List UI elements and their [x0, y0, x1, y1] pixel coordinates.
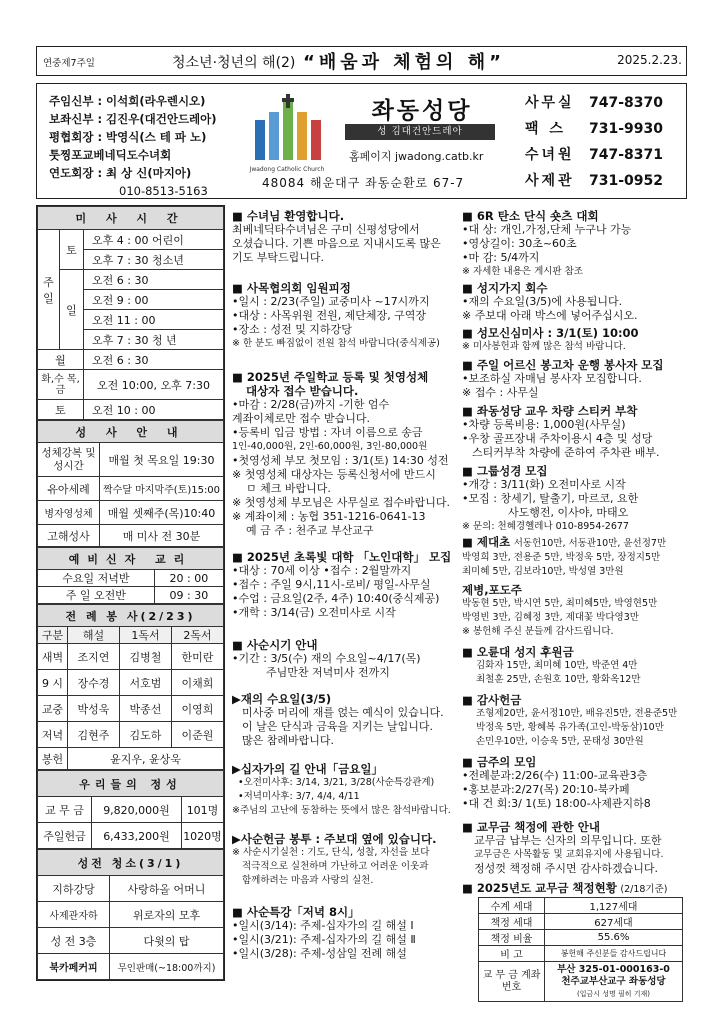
- jeong-title: 우리들의 정성: [38, 771, 224, 797]
- serve-cell: 서호범: [120, 670, 172, 696]
- jeong-count: 101명: [182, 797, 224, 823]
- serve-cell: 한미란: [172, 644, 224, 670]
- mass-row: 오전 10 : 00: [84, 400, 224, 420]
- serve-cell: 9 시: [38, 670, 68, 696]
- year-theme: 청소년·청년의 해(2): [172, 55, 296, 71]
- notice-palm-return: [462, 281, 637, 323]
- sacr-value: 매월 셋째주(목)10:40: [100, 501, 224, 525]
- notice-line: 1인-40,000원, 2인-60,000원, 3인-80,000원: [232, 441, 428, 452]
- notice-heading: ■ 오륜대 성지 후원금: [462, 645, 574, 659]
- serve-cell: 박종선: [120, 696, 172, 722]
- notice-line: •접수 : 주일 9시,11시-로비/ 평일-사무실: [232, 578, 431, 591]
- contact-convent: 수녀원 747-8371: [525, 147, 663, 163]
- sacr-key: 성체강복 및성시간: [38, 443, 100, 477]
- prep-key: 주 일 오전반: [38, 587, 155, 604]
- notice-hosts-wine: [462, 583, 657, 639]
- clean-key: 북카페커피: [38, 954, 110, 980]
- catechumen-table: [37, 547, 224, 604]
- staff-phone: 010-8513-5163: [119, 184, 208, 198]
- contact-list: [525, 90, 663, 194]
- serve-head: 해설: [68, 627, 120, 644]
- notice-lent: [232, 638, 421, 680]
- notice-line: ※ 미사봉헌과 함께 많은 참석 바랍니다.: [462, 341, 626, 352]
- account-holder: 천주교부산교구 좌동성당: [561, 975, 666, 987]
- notice-line: 계좌이체로만 접수 받습니다.: [232, 412, 371, 425]
- notice-line: 스티커부착 차량에 준하여 주차관 배부.: [472, 446, 660, 459]
- notice-heading: ▶사순헌금 봉투 : 주보대 옆에 있습니다.: [232, 832, 437, 846]
- middle-column: [228, 205, 456, 975]
- sacr-key: 고해성사: [38, 525, 100, 547]
- notice-bible-group: [462, 464, 638, 534]
- notice-thanks-offering: [462, 693, 677, 749]
- tithe-value: 627세대: [545, 914, 683, 930]
- notice-van-volunteer: [462, 358, 664, 400]
- clean-value: 위로자의 모후: [110, 902, 224, 928]
- prep-key: 수요일 저녁반: [38, 570, 155, 587]
- notice-line: •일시(3/28): 주제-성삼일 전례 해설: [232, 947, 407, 960]
- notice-sister-welcome: [232, 209, 441, 265]
- mon-label: 월: [38, 350, 84, 370]
- notice-heading: ■ 6R 탄소 단식 숏츠 대회: [462, 209, 599, 223]
- notice-heading: ■ 성지가지 회수: [462, 281, 548, 295]
- serve-cell: 김병철: [120, 644, 172, 670]
- notice-marian-mass: [462, 326, 639, 354]
- sat-weekday-label: 토: [38, 400, 84, 420]
- notice-line: 서동헌10만, 서동관10만, 윤선정7만: [513, 538, 667, 549]
- serve-cell: 박성욱: [68, 696, 120, 722]
- notice-line: 미사중 머리에 재를 얹는 예식이 있습니다.: [242, 706, 444, 719]
- notice-line: •재의 수요일(3/5)에 사용됩니다.: [462, 295, 623, 308]
- notice-heading: ■ 사목협의회 임원피정: [232, 281, 351, 295]
- serve-head: 구분: [38, 627, 68, 644]
- sacr-title: 성 사 안 내: [38, 421, 224, 443]
- notice-line: •기간 : 3/5(수) 재의 수요일~4/17(목): [232, 652, 421, 665]
- notice-line: ※ 문의: 천혜경헬레나 010-8954-2677: [462, 521, 629, 532]
- notice-heading: ■ 감사헌금: [462, 693, 522, 707]
- sacr-value: 짝수달 마지막주(토)15:00: [100, 477, 224, 501]
- notice-lent-lecture: [232, 905, 416, 961]
- notice-line: •대 상: 개인,가정,단체 누구나 가능: [462, 223, 632, 236]
- notice-line: 박영빈 3만, 김혜정 3만, 제대꽃 박다영3만: [462, 612, 639, 623]
- notice-line: ※ 계좌이체 : 농협 351-1216-0641-13: [232, 510, 426, 523]
- sun-label: 일: [60, 270, 84, 350]
- jeong-key: 교 무 금: [38, 797, 92, 823]
- notice-line: ※ 봉헌해 주신 분들께 감사드립니다.: [462, 626, 614, 637]
- notice-stations: [232, 762, 451, 818]
- account-note: (입금시 성명 필히 기재): [577, 989, 650, 998]
- notice-line: •차량 등록비용: 1,000원(사무실): [462, 418, 626, 431]
- notice-heading: ■ 교무금 책정에 관한 안내: [462, 820, 600, 834]
- notice-heading: ■ 성모신심미사 : 3/1(토) 10:00: [462, 326, 639, 340]
- notice-line: •개학 : 3/14(금) 오전미사로 시작: [232, 606, 396, 619]
- contact-rectory: 사제관 731-0952: [525, 173, 663, 189]
- left-column: [36, 205, 225, 981]
- notice-line: 이 날은 단식과 금육을 지키는 날입니다.: [242, 720, 433, 733]
- serve-cell: 이영희: [172, 696, 224, 722]
- notice-line: •모집 : 창세기, 탈출기, 마르코, 요한: [462, 492, 639, 505]
- notice-line: 교무금은 사목활동 및 교회유지에 사용됩니다.: [474, 849, 664, 860]
- serve-cell: 장수경: [68, 670, 120, 696]
- serve-cell: 김도하: [120, 722, 172, 748]
- notice-line: •수업 : 금요일(2주, 4주) 10:40(중식제공): [232, 592, 440, 605]
- notice-line: •일시 : 2/23(주일) 교중미사 ~17시까지: [232, 295, 430, 308]
- bulletin-date: 2025.2.23.: [617, 53, 682, 67]
- liturgical-week: 연중제7주일: [43, 58, 95, 69]
- church-homepage: 홈페이지 jwadong.catb.kr: [349, 150, 484, 163]
- staff-sisters: 툿찡포교베네딕도수녀회: [49, 148, 172, 162]
- clean-key: 지하강당: [38, 876, 110, 902]
- staff-yeondo: 연도회장 : 최 상 신(마지아): [49, 166, 192, 180]
- notice-line: •개강 : 3/11(화) 오전미사로 시작: [462, 478, 626, 491]
- notice-line: •마감 : 2/28(금)까지 -기한 엄수: [232, 398, 390, 411]
- staff-council: 평협회장 : 박영식(스 테 파 노): [49, 130, 207, 144]
- sacr-key: 유아세례: [38, 477, 100, 501]
- tithe-account-label: 교 무 금 계좌번호: [479, 962, 545, 1002]
- notice-line: •일시(3/14): 주제-십자가의 길 해설 Ⅰ: [232, 919, 414, 932]
- serve-title: 전 례 봉 사(2/23): [38, 605, 224, 627]
- notice-heading: ■ 사순시기 안내: [232, 638, 318, 652]
- notice-retreat: [232, 281, 440, 351]
- notice-line: 조형제20만, 윤서정10만, 배유진5만, 전용준5만: [476, 708, 678, 719]
- notice-line: •전례분과:2/26(수) 11:00-교육관3층: [462, 769, 648, 782]
- serve-cell: 교중: [38, 696, 68, 722]
- serve-offer-value: 윤지우, 윤상욱: [68, 748, 224, 770]
- notice-line: 기도 부탁드립니다.: [232, 251, 325, 264]
- notice-line: 김화자 15만, 최미혜 10만, 박준연 4만: [476, 660, 638, 671]
- notice-line: 박영희 3만, 전용준 5만, 박정욱 5만, 장정지5만: [462, 552, 661, 563]
- sat-label: 토: [60, 230, 84, 270]
- cleaning-table: [37, 849, 224, 980]
- serve-cell: 저녁: [38, 722, 68, 748]
- clean-title: 성전 청소(3/1): [38, 850, 224, 876]
- notice-line: 함께하려는 마음과 사랑의 실천.: [242, 875, 374, 886]
- clean-value: 사랑하올 어머니: [110, 876, 224, 902]
- notice-tithe-guide: [462, 820, 663, 876]
- tithe-key: 책정 세대: [479, 914, 545, 930]
- mass-row: 오전 11 : 00: [84, 310, 224, 330]
- notice-line: ※주님의 고난에 동참하는 뜻에서 많은 참석바랍니다.: [232, 805, 451, 816]
- notice-oryundae: [462, 645, 641, 687]
- notice-line: 박동현 5만, 박시연 5만, 최미혜5만, 박영현5만: [462, 598, 658, 609]
- notice-line: ※ 주보대 아래 박스에 넣어주십시오.: [462, 309, 638, 322]
- notice-line: 주님만찬 저녁미사 전까지: [266, 666, 390, 679]
- notice-line: 많은 참례바랍니다.: [242, 734, 335, 747]
- tithe-key: 수계 세대: [479, 898, 545, 914]
- notice-heading: ■ 제대초: [462, 535, 511, 549]
- church-header: [36, 83, 687, 199]
- notice-line: •첫영성체 부모 첫모임 : 3/1(토) 14:30 성전: [232, 454, 449, 467]
- serve-head: 2독서: [172, 627, 224, 644]
- church-logo-icon: [247, 92, 327, 166]
- notice-lent-envelope: [232, 832, 436, 888]
- tithe-account: [545, 962, 683, 1002]
- serve-head: 1독서: [120, 627, 172, 644]
- serve-cell: 이준원: [172, 722, 224, 748]
- tithe-value: 1,127세대: [545, 898, 683, 914]
- logo-caption: Jwadong Catholic Church: [249, 166, 325, 173]
- notice-altar-candles: [462, 535, 666, 579]
- prep-value: 09 : 30: [154, 587, 223, 604]
- sacr-key: 병자영성체: [38, 501, 100, 525]
- notice-heading: ■ 그룹성경 모집: [462, 464, 548, 478]
- notice-heading: 제병,포도주: [462, 583, 522, 597]
- notice-line: •등록비 입금 방법 : 자녀 이름으로 송금: [232, 426, 423, 439]
- prep-title: 예비신자 교리: [38, 548, 224, 570]
- notice-line: 최미혜 5만, 김보라10만, 박성열 3만원: [462, 566, 624, 577]
- serve-offer-label: 봉헌: [38, 748, 68, 770]
- jooil-label: 주일: [38, 230, 60, 350]
- notice-heading: ▶재의 수요일(3/5): [232, 692, 332, 706]
- notice-line: 교무금 납부는 신자의 의무입니다. 또한: [474, 834, 662, 847]
- notice-heading: ■ 금주의 모임: [462, 755, 537, 769]
- tithe-status-title: [462, 881, 667, 897]
- top-bar: [36, 46, 687, 76]
- mass-row: 오후 4 : 00 어린이: [84, 230, 224, 250]
- notice-line: •대상 : 사목위원 전원, 제단체장, 구역장: [232, 309, 427, 322]
- staff-list: [49, 92, 217, 200]
- clean-value: 무인판매(~18:00까지): [110, 954, 224, 980]
- notice-heading: ▶십자가의 길 안내「금요일」: [232, 762, 383, 776]
- notice-line: 정성껏 책정해 주시면 감사하겠습니다.: [474, 862, 659, 875]
- year-slogan: “배움과 체험의 해”: [303, 52, 505, 73]
- mass-row: 오전 6 : 30: [84, 350, 224, 370]
- contact-fax: 팩 스 731-9930: [525, 121, 663, 137]
- jeong-value: 9,820,000원: [92, 797, 182, 823]
- notice-heading: ■ 주일 어르신 봉고차 운행 봉사자 모집: [462, 358, 664, 372]
- notice-heading: ■ 2025년 주일학교 등록 및 첫영성체: [232, 370, 429, 384]
- mass-row: 오후 7 : 30 청 년: [84, 330, 224, 350]
- serve-cell: 이채희: [172, 670, 224, 696]
- notice-car-sticker: [462, 404, 660, 460]
- notice-line: 사도행전, 이사야, 마태오: [508, 506, 629, 519]
- notice-line: 박정욱 5만, 황혜복 유가족(고인-박동삼)10만: [476, 722, 664, 733]
- clean-key: 성 전 3층: [38, 928, 110, 954]
- notice-line: ※ 첫영성체 부모님은 사무실로 접수바랍니다.: [232, 496, 450, 509]
- notice-line: ㅁ 체크 바랍니다.: [246, 482, 331, 495]
- sacrament-table: [37, 420, 224, 547]
- notice-line: •저녁미사후: 3/7, 4/4, 4/11: [238, 791, 360, 802]
- jeong-value: 6,433,200원: [92, 823, 182, 849]
- notice-meetings: [462, 755, 651, 811]
- notice-line: ※ 접수 : 사무실: [462, 386, 539, 399]
- clean-value: 다윗의 탑: [110, 928, 224, 954]
- notice-line: •홍보분과:2/27(목) 20:10-북카페: [462, 783, 630, 796]
- notice-line: 손민우10만, 이승욱 5만, 문태성 30만원: [476, 736, 644, 747]
- notice-heading: ■ 수녀님 환영합니다.: [232, 209, 345, 223]
- jeong-count: 1020명: [182, 823, 224, 849]
- church-address: 48084 해운대구 좌동순환로 67-7: [262, 176, 465, 190]
- church-name: 좌동성당: [371, 98, 473, 124]
- tithe-key: 비 고: [479, 946, 545, 962]
- mass-schedule-table: [37, 206, 224, 420]
- tithe-value: 봉헌해 주신분들 감사드립니다: [545, 946, 683, 962]
- notice-line: •대 건 회:3/ 1(토) 18:00-사제관지하8: [462, 797, 651, 810]
- liturgy-service-table: [37, 604, 224, 770]
- notice-line: 오셨습니다. 기쁜 마음으로 지내시도록 많은: [232, 237, 441, 250]
- notice-heading: ■ 좌동성당 교우 차량 스티커 부착: [462, 404, 638, 418]
- jeong-key: 주일헌금: [38, 823, 92, 849]
- tithe-value: 55.6%: [545, 930, 683, 946]
- notice-line: ※ 자세한 내용은 게시판 참조: [462, 266, 583, 277]
- notice-line: •영상길이: 30초~60초: [462, 237, 577, 250]
- notice-heading: 대상자 접수 받습니다.: [246, 384, 359, 398]
- staff-assistant: 보좌신부 : 김진우(대건안드레아): [49, 112, 217, 126]
- notice-heading: ■ 2025년 초록빛 대학 「노인대학」 모집: [232, 550, 452, 564]
- notice-line: •장소 : 성전 및 지하강당: [232, 323, 352, 336]
- mass-title: 미 사 시 간: [38, 207, 224, 230]
- mass-row: 오후 7 : 30 청소년: [84, 250, 224, 270]
- church-patron: 성 김대건안드레아: [345, 124, 495, 140]
- notice-line: •일시(3/21): 주제-십자가의 길 해설 Ⅱ: [232, 933, 416, 946]
- mass-row: 오전 9 : 00: [84, 290, 224, 310]
- notice-line: 예 금 주 : 천주교 부산교구: [246, 524, 374, 537]
- offering-table: [37, 770, 224, 849]
- contact-office: 사무실 747-8370: [525, 95, 663, 111]
- account-number: 부산 325-01-000163-0: [557, 963, 670, 975]
- tithe-status-table: [478, 897, 683, 1002]
- notice-heading: ■ 2025년도 교무금 책정현황: [462, 881, 617, 895]
- serve-cell: 새벽: [38, 644, 68, 670]
- mass-row: 오전 10:00, 오후 7:30: [84, 370, 224, 400]
- notice-ash-wednesday: [232, 692, 444, 748]
- serve-cell: 조지연: [68, 644, 120, 670]
- notice-line: ※ 사순시기실천 : 기도, 단식, 성찰, 자선을 보다: [232, 847, 430, 858]
- notice-line: •보조하실 자매님 봉사자 모집합니다.: [462, 372, 642, 385]
- sacr-value: 매 미사 전 30분: [100, 525, 224, 547]
- sacr-value: 매월 첫 목요일 19:30: [100, 443, 224, 477]
- prep-value: 20 : 00: [154, 570, 223, 587]
- notice-line: •마 감: 5/4까지: [462, 251, 540, 264]
- notice-line: ※ 첫영성체 대상자는 등록신청서에 반드시: [232, 468, 436, 481]
- weekday-label: 화,수 목,금: [38, 370, 84, 400]
- notice-senior-college: [232, 550, 451, 620]
- notice-line: •우창 골프장내 주차이용시 4층 및 성당: [462, 432, 653, 445]
- notice-line: 최베네딕타수녀님은 구미 신평성당에서: [232, 223, 420, 236]
- notice-line: 적극적으로 실천하며 가난하고 어려운 이웃과: [242, 861, 429, 872]
- tithe-key: 책정 비율: [479, 930, 545, 946]
- notice-line: •대상 : 70세 이상 •접수 : 2월말까지: [232, 564, 412, 577]
- notice-line: 최철훈 25만, 손원호 10만, 황화옥12만: [476, 674, 641, 685]
- clean-key: 사제관자하: [38, 902, 110, 928]
- notice-heading: ■ 사순특강「저녁 8시」: [232, 905, 360, 919]
- notice-carbon-shorts: [462, 209, 631, 279]
- notice-line: (2/18기준): [620, 884, 668, 895]
- serve-cell: 김현주: [68, 722, 120, 748]
- right-column: [460, 205, 687, 998]
- notice-line: ※ 한 분도 빠짐없이 전원 참석 바랍니다(중식제공): [232, 338, 440, 349]
- notice-sunday-school: [232, 370, 450, 538]
- notice-line: •오전미사후: 3/14, 3/21, 3/28(사순특강관계): [238, 777, 435, 788]
- mass-row: 오전 6 : 30: [84, 270, 224, 290]
- staff-pastor: 주임신부 : 이석희(라우렌시오): [49, 94, 206, 108]
